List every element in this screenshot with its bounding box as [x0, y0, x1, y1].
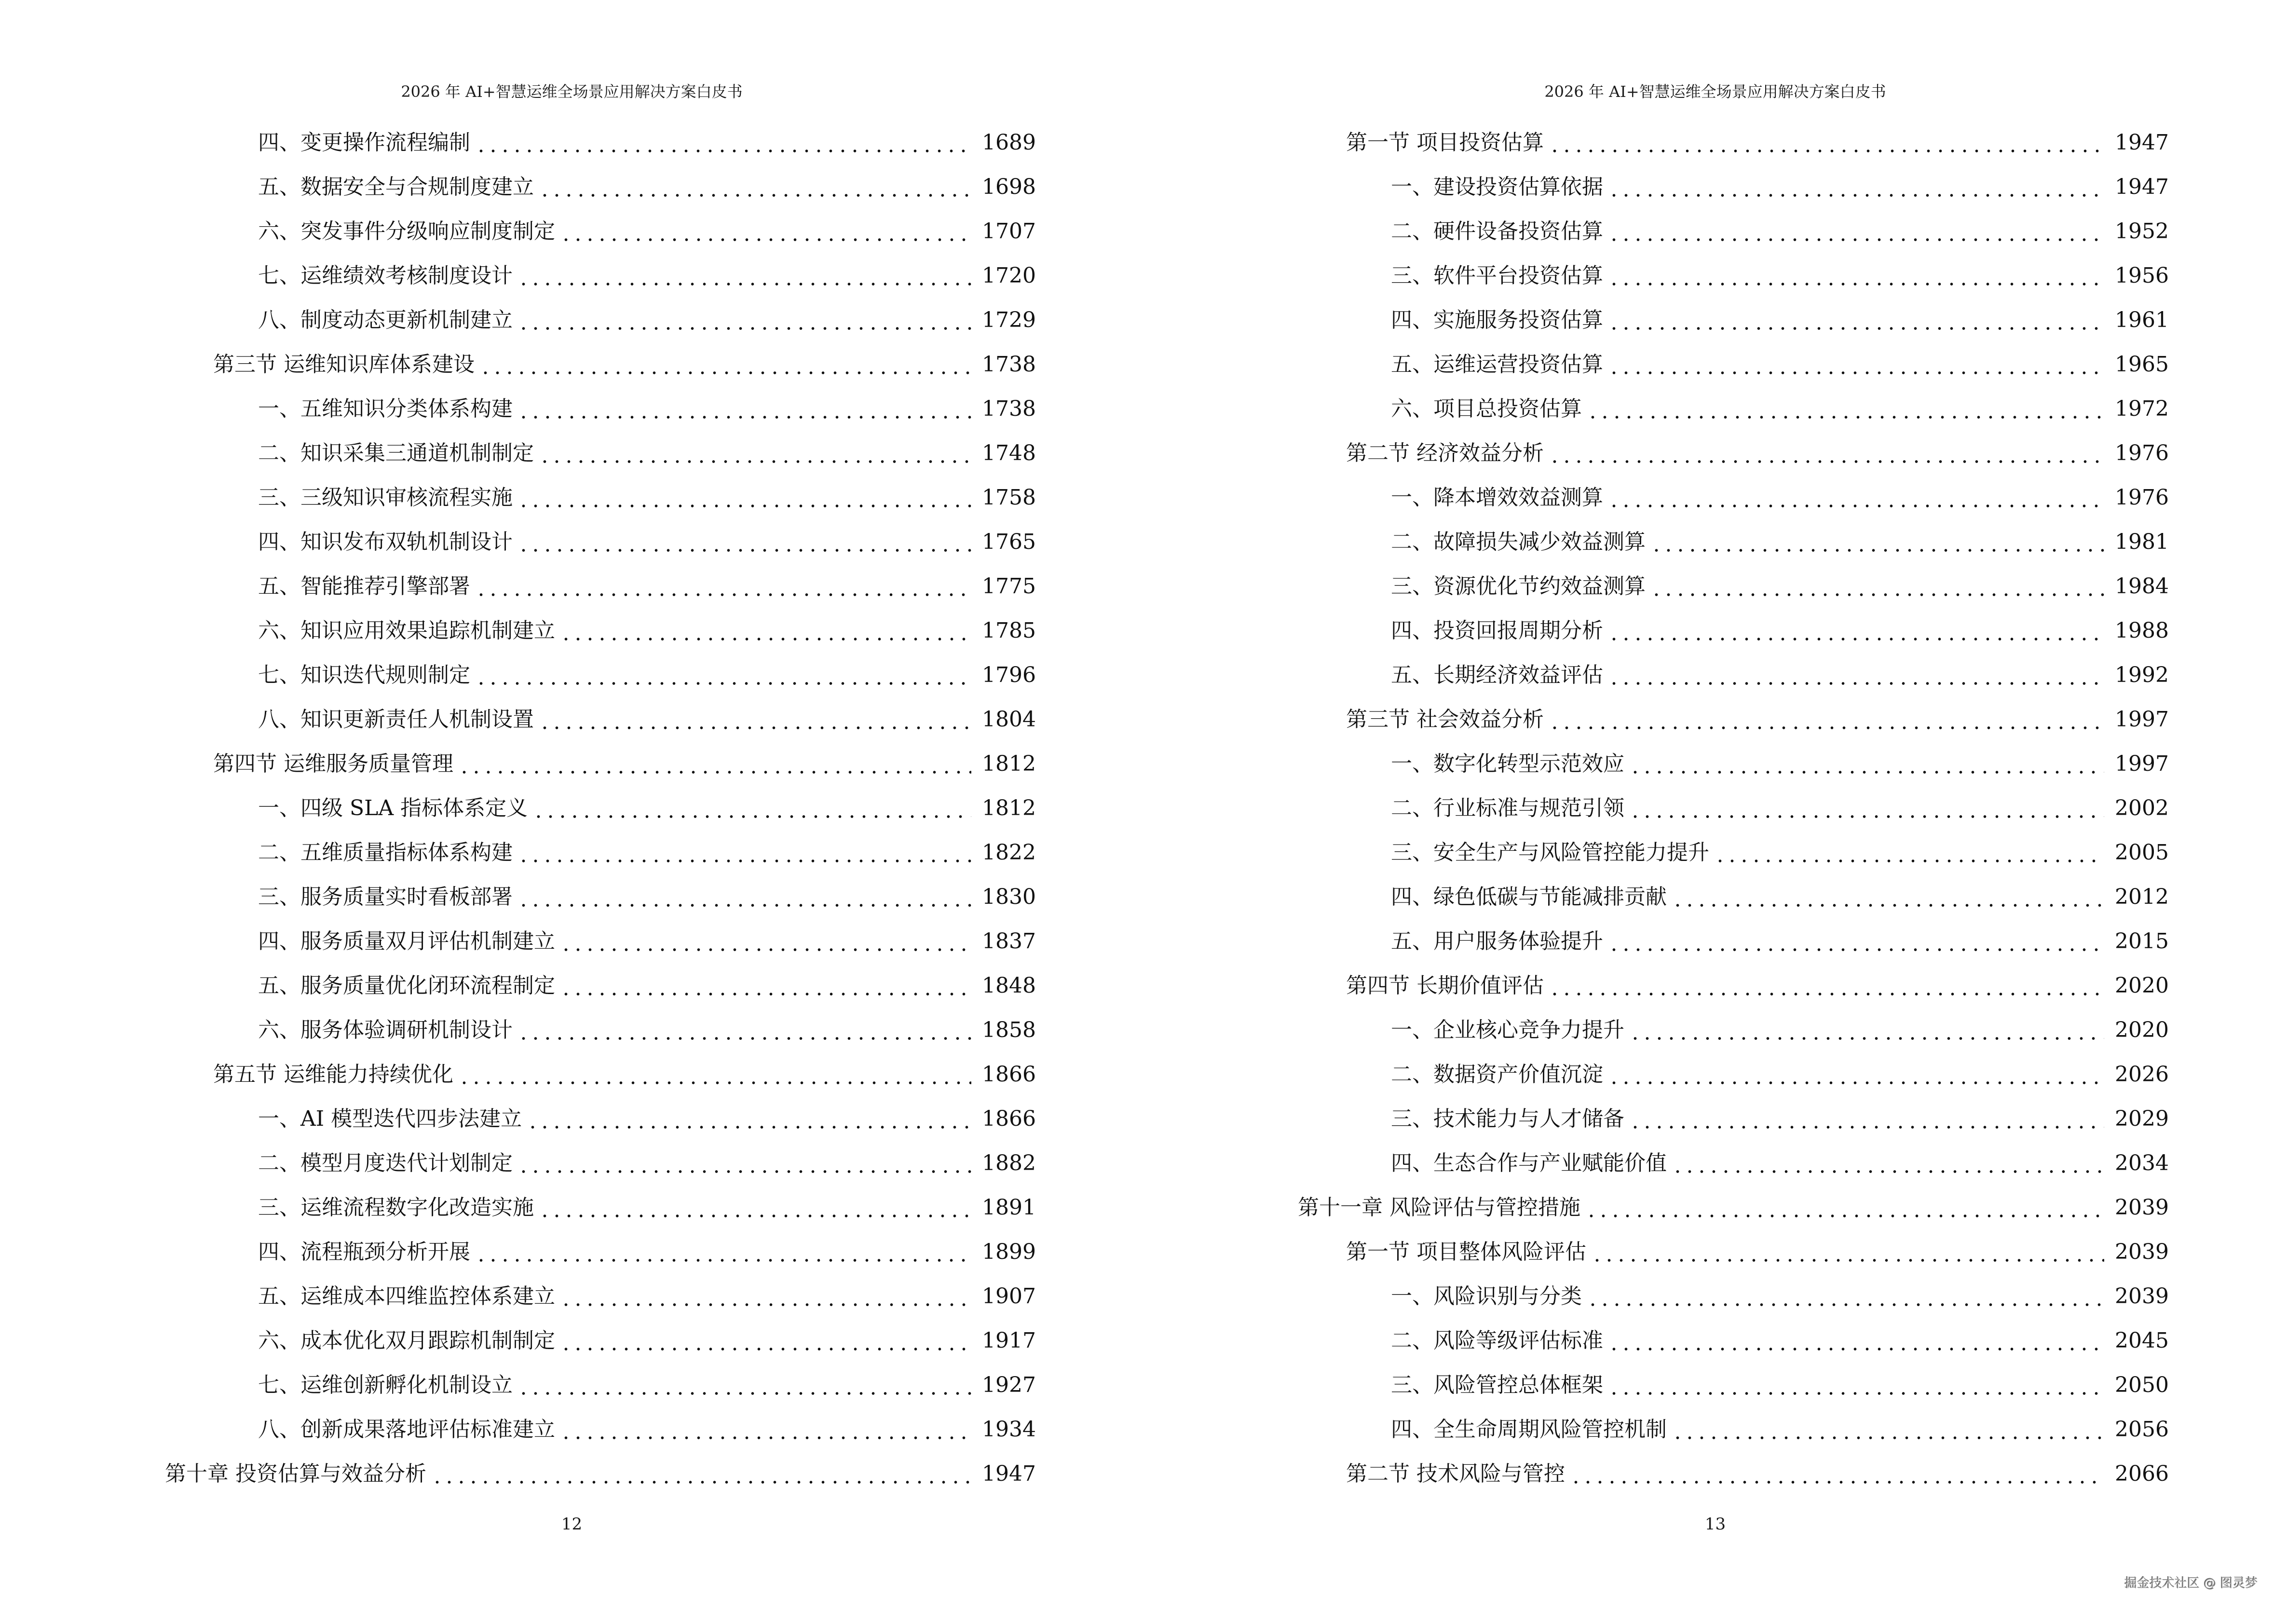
- toc-entry-page: 1738: [982, 396, 1036, 421]
- dot-leader: [527, 1105, 971, 1133]
- toc-chapter-entry[interactable]: [1298, 1186, 2169, 1230]
- toc-entry-title: 四、生态合作与产业赋能价值: [1391, 1151, 1667, 1175]
- toc-item-entry[interactable]: [1298, 786, 2169, 831]
- dot-leader: [560, 1327, 971, 1354]
- toc-entry-title: 五、运维成本四维监控体系建立: [258, 1284, 555, 1309]
- toc-section-entry[interactable]: [165, 1052, 1036, 1097]
- page-number: 13: [1704, 1515, 1726, 1534]
- toc-entry-page: 1907: [982, 1284, 1036, 1309]
- toc-item-entry[interactable]: [1298, 1363, 2169, 1407]
- dot-leader: [1629, 1105, 2104, 1133]
- toc-entry-page: 1837: [982, 929, 1036, 954]
- dot-leader: [1608, 307, 2104, 334]
- toc-item-entry[interactable]: [165, 520, 1036, 564]
- toc-entry-title: 三、三级知识审核流程实施: [258, 485, 513, 510]
- toc-item-entry[interactable]: [165, 387, 1036, 431]
- toc-entry-title: 二、风险等级评估标准: [1391, 1328, 1603, 1353]
- toc-section-entry[interactable]: [165, 342, 1036, 387]
- dot-leader: [1608, 928, 2104, 955]
- dot-leader: [1672, 884, 2104, 911]
- toc-entry-title: 六、成本优化双月跟踪机制制定: [258, 1328, 555, 1353]
- dot-leader: [1608, 617, 2104, 644]
- toc-entry-title: 一、四级 SLA 指标体系定义: [258, 796, 528, 820]
- dot-leader: [431, 1460, 971, 1488]
- toc-entry-title: 一、降本增效效益测算: [1391, 485, 1603, 510]
- dot-leader: [1549, 129, 2104, 156]
- toc-entry-page: 1689: [982, 130, 1036, 155]
- dot-leader: [532, 795, 971, 822]
- toc-item-entry[interactable]: [1298, 342, 2169, 387]
- toc-entry-title: 三、软件平台投资估算: [1391, 263, 1603, 288]
- toc-item-entry[interactable]: [165, 875, 1036, 919]
- toc-entry-page: 2039: [2115, 1195, 2169, 1220]
- toc-entry-title: 第二节 技术风险与管控: [1346, 1461, 1565, 1486]
- toc-item-entry[interactable]: [1298, 209, 2169, 254]
- toc-section-entry[interactable]: [1298, 1230, 2169, 1274]
- toc-entry-page: 2045: [2115, 1328, 2169, 1353]
- toc-item-entry[interactable]: [1298, 875, 2169, 919]
- toc-entry-title: 二、五维质量指标体系构建: [258, 840, 513, 865]
- toc-entry-title: 六、知识应用效果追踪机制建立: [258, 618, 555, 643]
- toc-entry-page: 1812: [982, 796, 1036, 820]
- toc-entry-title: 第十一章 风险评估与管控措施: [1298, 1195, 1580, 1220]
- toc-entry-page: 1785: [982, 618, 1036, 643]
- toc-item-entry[interactable]: [165, 1097, 1036, 1141]
- toc-item-entry[interactable]: [1298, 476, 2169, 520]
- toc-item-entry[interactable]: [165, 298, 1036, 342]
- toc-list: [1298, 121, 2169, 1496]
- toc-entry-title: 三、风险管控总体框架: [1391, 1373, 1603, 1397]
- dot-leader: [517, 262, 971, 289]
- dot-leader: [1608, 351, 2104, 378]
- toc-item-entry[interactable]: [165, 121, 1036, 165]
- toc-entry-page: 1796: [982, 663, 1036, 687]
- toc-item-entry[interactable]: [165, 476, 1036, 520]
- toc-entry-page: 2039: [2115, 1284, 2169, 1309]
- toc-entry-page: 2012: [2115, 885, 2169, 909]
- toc-item-entry[interactable]: [165, 1230, 1036, 1274]
- toc-entry-page: 1758: [982, 485, 1036, 510]
- toc-entry-title: 二、模型月度迭代计划制定: [258, 1151, 513, 1175]
- toc-entry-title: 第五节 运维能力持续优化: [213, 1062, 453, 1087]
- toc-entry-title: 第三节 运维知识库体系建设: [213, 352, 475, 377]
- toc-entry-page: 1882: [982, 1151, 1036, 1175]
- toc-entry-page: 1976: [2115, 441, 2169, 465]
- toc-entry-title: 六、服务体验调研机制设计: [258, 1018, 513, 1042]
- toc-entry-page: 1812: [982, 751, 1036, 776]
- toc-entry-page: 1947: [2115, 175, 2169, 199]
- toc-entry-title: 五、用户服务体验提升: [1391, 929, 1603, 954]
- toc-entry-page: 2020: [2115, 1018, 2169, 1042]
- dot-leader: [560, 617, 971, 644]
- toc-item-entry[interactable]: [165, 609, 1036, 653]
- toc-entry-page: 1866: [982, 1106, 1036, 1131]
- toc-entry-title: 三、服务质量实时看板部署: [258, 885, 513, 909]
- toc-entry-title: 四、变更操作流程编制: [258, 130, 470, 155]
- toc-item-entry[interactable]: [1298, 298, 2169, 342]
- toc-entry-page: 1956: [2115, 263, 2169, 288]
- toc-entry-title: 一、建设投资估算依据: [1391, 175, 1603, 199]
- toc-entry-title: 五、运维运营投资估算: [1391, 352, 1603, 377]
- toc-entry-page: 1804: [982, 707, 1036, 732]
- dot-leader: [1549, 972, 2104, 999]
- toc-item-entry[interactable]: [165, 1363, 1036, 1407]
- dot-leader: [1608, 1061, 2104, 1088]
- dot-leader: [1714, 839, 2104, 866]
- toc-item-entry[interactable]: [1298, 564, 2169, 609]
- dot-leader: [1672, 1150, 2104, 1177]
- toc-entry-title: 三、技术能力与人才储备: [1391, 1106, 1624, 1131]
- toc-entry-title: 二、行业标准与规范引领: [1391, 796, 1624, 820]
- toc-entry-page: 1927: [982, 1373, 1036, 1397]
- toc-entry-page: 1748: [982, 441, 1036, 465]
- toc-item-entry[interactable]: [1298, 1052, 2169, 1097]
- toc-entry-title: 七、运维绩效考核制度设计: [258, 263, 513, 288]
- toc-entry-title: 四、投资回报周期分析: [1391, 618, 1603, 643]
- toc-entry-page: 1899: [982, 1240, 1036, 1264]
- dot-leader: [517, 1372, 971, 1399]
- toc-entry-page: 1891: [982, 1195, 1036, 1220]
- dot-leader: [1549, 440, 2104, 467]
- toc-entry-title: 五、数据安全与合规制度建立: [258, 175, 534, 199]
- toc-entry-title: 八、创新成果落地评估标准建立: [258, 1417, 555, 1442]
- toc-entry-page: 1698: [982, 175, 1036, 199]
- dot-leader: [1585, 1194, 2104, 1221]
- toc-entry-page: 1775: [982, 574, 1036, 599]
- toc-entry-page: 2050: [2115, 1373, 2169, 1397]
- dot-leader: [1672, 1416, 2104, 1443]
- dot-leader: [560, 1416, 971, 1443]
- toc-entry-title: 二、知识采集三通道机制制定: [258, 441, 534, 465]
- toc-entry-title: 一、AI 模型迭代四步法建立: [258, 1106, 522, 1131]
- toc-entry-page: 1707: [982, 219, 1036, 244]
- dot-leader: [517, 839, 971, 866]
- dot-leader: [1608, 262, 2104, 289]
- right-page: [1144, 0, 2287, 1624]
- dot-leader: [560, 972, 971, 999]
- toc-entry-page: 1866: [982, 1062, 1036, 1087]
- toc-entry-title: 五、长期经济效益评估: [1391, 663, 1603, 687]
- toc-entry-title: 第一节 项目整体风险评估: [1346, 1240, 1586, 1264]
- dot-leader: [539, 1194, 971, 1221]
- toc-entry-title: 一、五维知识分类体系构建: [258, 396, 513, 421]
- dot-leader: [1629, 795, 2104, 822]
- toc-list: [165, 121, 1036, 1496]
- toc-item-entry[interactable]: [1298, 254, 2169, 298]
- dot-leader: [479, 351, 971, 378]
- toc-entry-title: 八、制度动态更新机制建立: [258, 308, 513, 332]
- dot-leader: [1549, 706, 2104, 733]
- toc-entry-page: 1992: [2115, 663, 2169, 687]
- running-header: 2026 年 AI+智慧运维全场景应用解决方案白皮书: [401, 82, 743, 101]
- toc-entry-page: 1981: [2115, 530, 2169, 554]
- dot-leader: [475, 662, 971, 689]
- toc-entry-title: 一、风险识别与分类: [1391, 1284, 1582, 1309]
- toc-item-entry[interactable]: [1298, 742, 2169, 786]
- toc-entry-title: 四、流程瓶颈分析开展: [258, 1240, 470, 1264]
- toc-item-entry[interactable]: [165, 919, 1036, 964]
- dot-leader: [458, 751, 971, 778]
- dot-leader: [517, 1017, 971, 1044]
- toc-entry-page: 1988: [2115, 618, 2169, 643]
- toc-item-entry[interactable]: [1298, 165, 2169, 209]
- toc-entry-page: 2056: [2115, 1417, 2169, 1442]
- toc-item-entry[interactable]: [1298, 1274, 2169, 1319]
- running-header: 2026 年 AI+智慧运维全场景应用解决方案白皮书: [1544, 82, 1886, 101]
- toc-section-entry[interactable]: [1298, 697, 2169, 742]
- toc-entry-page: 2020: [2115, 973, 2169, 998]
- toc-entry-title: 第四节 运维服务质量管理: [213, 751, 453, 776]
- toc-entry-page: 1738: [982, 352, 1036, 377]
- watermark: 掘金技术社区 @ 图灵梦: [2124, 1576, 2258, 1591]
- toc-item-entry[interactable]: [165, 209, 1036, 254]
- dot-leader: [1608, 662, 2104, 689]
- toc-entry-page: 2029: [2115, 1106, 2169, 1131]
- toc-entry-title: 第三节 社会效益分析: [1346, 707, 1544, 732]
- toc-section-entry[interactable]: [1298, 964, 2169, 1008]
- toc-entry-title: 四、服务质量双月评估机制建立: [258, 929, 555, 954]
- dot-leader: [1650, 529, 2104, 556]
- toc-item-entry[interactable]: [165, 697, 1036, 742]
- toc-entry-page: 2039: [2115, 1240, 2169, 1264]
- dot-leader: [1608, 174, 2104, 201]
- toc-entry-page: 1720: [982, 263, 1036, 288]
- toc-entry-title: 一、数字化转型示范效应: [1391, 751, 1624, 776]
- dot-leader: [1608, 1327, 2104, 1354]
- toc-item-entry[interactable]: [165, 1407, 1036, 1452]
- dot-leader: [475, 573, 971, 600]
- toc-entry-page: 1952: [2115, 219, 2169, 244]
- toc-entry-page: 1822: [982, 840, 1036, 865]
- toc-entry-page: 2015: [2115, 929, 2169, 954]
- toc-item-entry[interactable]: [1298, 609, 2169, 653]
- toc-item-entry[interactable]: [1298, 653, 2169, 697]
- toc-entry-title: 七、运维创新孵化机制设立: [258, 1373, 513, 1397]
- dot-leader: [1608, 218, 2104, 245]
- toc-item-entry[interactable]: [1298, 387, 2169, 431]
- toc-entry-page: 1976: [2115, 485, 2169, 510]
- toc-item-entry[interactable]: [165, 1186, 1036, 1230]
- toc-entry-page: 1997: [2115, 707, 2169, 732]
- toc-entry-page: 1934: [982, 1417, 1036, 1442]
- toc-entry-title: 二、数据资产价值沉淀: [1391, 1062, 1603, 1087]
- toc-entry-page: 1765: [982, 530, 1036, 554]
- dot-leader: [1629, 1017, 2104, 1044]
- toc-entry-page: 2034: [2115, 1151, 2169, 1175]
- toc-item-entry[interactable]: [165, 564, 1036, 609]
- toc-item-entry[interactable]: [1298, 1407, 2169, 1452]
- toc-entry-page: 1830: [982, 885, 1036, 909]
- toc-entry-page: 2005: [2115, 840, 2169, 865]
- dot-leader: [1608, 484, 2104, 511]
- dot-leader: [539, 440, 971, 467]
- toc-item-entry[interactable]: [1298, 520, 2169, 564]
- toc-entry-page: 2026: [2115, 1062, 2169, 1087]
- toc-item-entry[interactable]: [165, 786, 1036, 831]
- toc-entry-page: 2066: [2115, 1461, 2169, 1486]
- toc-entry-title: 四、绿色低碳与节能减排贡献: [1391, 885, 1667, 909]
- dot-leader: [517, 884, 971, 911]
- dot-leader: [475, 129, 971, 156]
- toc-entry-title: 第二节 经济效益分析: [1346, 441, 1544, 465]
- dot-leader: [1608, 1372, 2104, 1399]
- toc-entry-title: 四、实施服务投资估算: [1391, 308, 1603, 332]
- toc-item-entry[interactable]: [165, 1008, 1036, 1052]
- toc-entry-title: 三、运维流程数字化改造实施: [258, 1195, 534, 1220]
- toc-section-entry[interactable]: [165, 742, 1036, 786]
- toc-item-entry[interactable]: [165, 653, 1036, 697]
- page-number: 12: [561, 1515, 583, 1534]
- toc-entry-title: 第四节 长期价值评估: [1346, 973, 1544, 998]
- toc-entry-title: 第十章 投资估算与效益分析: [165, 1461, 426, 1486]
- dot-leader: [539, 174, 971, 201]
- toc-entry-title: 四、全生命周期风险管控机制: [1391, 1417, 1667, 1442]
- toc-entry-title: 第一节 项目投资估算: [1346, 130, 1544, 155]
- toc-entry-page: 1947: [982, 1461, 1036, 1486]
- toc-entry-title: 五、智能推荐引擎部署: [258, 574, 470, 599]
- toc-entry-title: 三、安全生产与风险管控能力提升: [1391, 840, 1709, 865]
- toc-item-entry[interactable]: [165, 1319, 1036, 1363]
- toc-item-entry[interactable]: [1298, 1141, 2169, 1186]
- dot-leader: [458, 1061, 971, 1088]
- dot-leader: [517, 1150, 971, 1177]
- toc-entry-page: 1984: [2115, 574, 2169, 599]
- toc-entry-page: 1961: [2115, 308, 2169, 332]
- toc-entry-page: 1965: [2115, 352, 2169, 377]
- toc-entry-page: 1848: [982, 973, 1036, 998]
- dot-leader: [1587, 1283, 2104, 1310]
- toc-entry-title: 六、项目总投资估算: [1391, 396, 1582, 421]
- toc-entry-page: 1997: [2115, 751, 2169, 776]
- toc-entry-title: 二、故障损失减少效益测算: [1391, 530, 1646, 554]
- dot-leader: [1591, 1239, 2104, 1266]
- toc-section-entry[interactable]: [1298, 431, 2169, 476]
- toc-entry-title: 一、企业核心竞争力提升: [1391, 1018, 1624, 1042]
- toc-item-entry[interactable]: [165, 1274, 1036, 1319]
- toc-item-entry[interactable]: [165, 831, 1036, 875]
- toc-item-entry[interactable]: [1298, 831, 2169, 875]
- toc-item-entry[interactable]: [1298, 1097, 2169, 1141]
- toc-entry-page: 1917: [982, 1328, 1036, 1353]
- toc-item-entry[interactable]: [165, 431, 1036, 476]
- dot-leader: [475, 1239, 971, 1266]
- toc-chapter-entry[interactable]: [165, 1452, 1036, 1496]
- toc-entry-title: 五、服务质量优化闭环流程制定: [258, 973, 555, 998]
- dot-leader: [517, 529, 971, 556]
- dot-leader: [517, 307, 971, 334]
- dot-leader: [1570, 1460, 2104, 1488]
- toc-section-entry[interactable]: [1298, 121, 2169, 165]
- toc-entry-page: 1858: [982, 1018, 1036, 1042]
- toc-entry-page: 1729: [982, 308, 1036, 332]
- toc-item-entry[interactable]: [165, 964, 1036, 1008]
- dot-leader: [539, 706, 971, 733]
- toc-entry-title: 三、资源优化节约效益测算: [1391, 574, 1646, 599]
- toc-entry-title: 八、知识更新责任人机制设置: [258, 707, 534, 732]
- toc-item-entry[interactable]: [1298, 919, 2169, 964]
- toc-entry-title: 六、突发事件分级响应制度制定: [258, 219, 555, 244]
- toc-entry-page: 1947: [2115, 130, 2169, 155]
- toc-item-entry[interactable]: [165, 254, 1036, 298]
- dot-leader: [560, 1283, 971, 1310]
- toc-entry-page: 1972: [2115, 396, 2169, 421]
- dot-leader: [1650, 573, 2104, 600]
- dot-leader: [1629, 751, 2104, 778]
- dot-leader: [560, 928, 971, 955]
- dot-leader: [1587, 396, 2104, 423]
- toc-entry-title: 四、知识发布双轨机制设计: [258, 530, 513, 554]
- toc-item-entry[interactable]: [1298, 1008, 2169, 1052]
- toc-entry-title: 七、知识迭代规则制定: [258, 663, 470, 687]
- toc-section-entry[interactable]: [1298, 1452, 2169, 1496]
- dot-leader: [517, 484, 971, 511]
- toc-item-entry[interactable]: [165, 165, 1036, 209]
- toc-item-entry[interactable]: [1298, 1319, 2169, 1363]
- toc-entry-page: 2002: [2115, 796, 2169, 820]
- dot-leader: [560, 218, 971, 245]
- toc-item-entry[interactable]: [165, 1141, 1036, 1186]
- dot-leader: [517, 396, 971, 423]
- toc-entry-title: 二、硬件设备投资估算: [1391, 219, 1603, 244]
